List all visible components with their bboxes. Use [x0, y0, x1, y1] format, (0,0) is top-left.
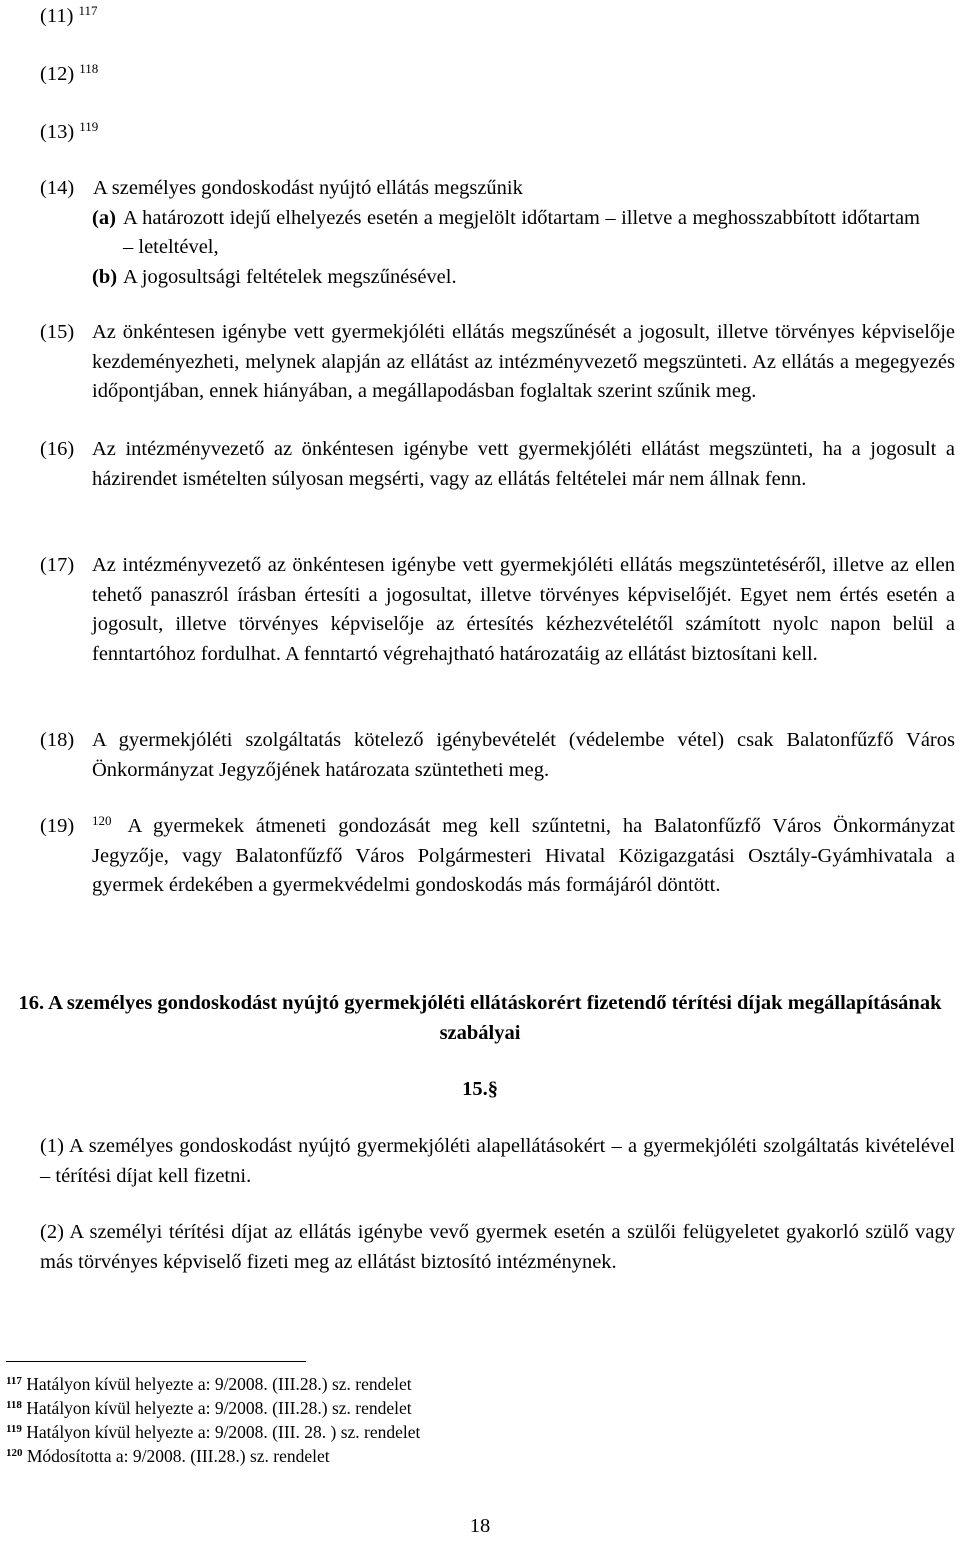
- paragraph-number: (16): [40, 438, 75, 460]
- footnote-ref: 118: [79, 61, 99, 76]
- footnote-number: 117: [6, 1375, 22, 1387]
- list-item: [92, 263, 920, 293]
- paragraph-text: A személyi térítési díjat az ellátás igénybe vevő gyermek esetén a szülői felügyeletet gyakorló szülő vagy más törvényes képviselő fizeti meg az ellátást biztosító intézménynek.: [40, 1221, 956, 1273]
- section-paragraph-1: [40, 1132, 955, 1191]
- paragraph-text: A személyes gondoskodást nyújtó gyermekjóléti alapellátásokért – a gyermekjóléti szolgáltatás kivételével – térítési díjat kell fizetni.: [40, 1135, 955, 1187]
- item-text: A határozott idejű elhelyezés esetén a megjelölt időtartam – illetve a meghosszabbított időtartam – leteltével,: [123, 206, 920, 258]
- list-item: [92, 204, 920, 263]
- paragraph-sign: 15.§: [462, 1078, 498, 1100]
- paragraph-text: A gyermekjóléti szolgáltatás kötelező igénybevételét (védelembe vétel) csak Balatonfűzfő Város Önkormányzat Jegyzőjének határozata szüntetheti meg.: [92, 729, 955, 781]
- paragraph-15: [40, 318, 955, 407]
- item-label: (b): [92, 265, 118, 288]
- paragraph-17: [40, 551, 955, 669]
- footnote-text: Módosította a: 9/2008. (III.28.) sz. rendelet: [26, 1446, 330, 1466]
- paragraph-number: (15): [40, 321, 75, 343]
- paragraph-16: [40, 435, 955, 494]
- paragraph-number: (17): [40, 554, 75, 576]
- footnote: [6, 1445, 330, 1469]
- footnote-text: Hatályon kívül helyezte a: 9/2008. (III.28.) sz. rendelet: [26, 1398, 412, 1418]
- paragraph-number: (1): [40, 1135, 64, 1157]
- paragraph-text: Az intézményvezető az önkéntesen igénybe vett gyermekjóléti ellátás megszüntetéséről, illetve az ellen tehető panaszról írásban értesíti a jogosultat, illetve törvényes képviselőjét. Egyet nem értés esetén a jogosult, illetve törvényes képviselője az értesítés kézhezvételétől számított nyolc napon belül a fenntartóhoz fordulhat. A fenntartó végrehajtható határozatáig az ellátást biztosítani kell.: [92, 554, 955, 665]
- paragraph-number: (2): [40, 1221, 64, 1243]
- footnote-ref: 120: [92, 813, 112, 828]
- footnote-text: Hatályon kívül helyezte a: 9/2008. (III.28.) sz. rendelet: [26, 1374, 412, 1394]
- paragraph-number: (11): [40, 5, 74, 27]
- footnote-number: 119: [6, 1423, 22, 1435]
- paragraph-11: [40, 2, 98, 32]
- paragraph-number: (12): [40, 63, 75, 85]
- section-heading: 16. A személyes gondoskodást nyújtó gyermekjóléti ellátáskorért fizetendő térítési díjak megállapításának szabályai: [18, 992, 942, 1044]
- footnote-text: Hatályon kívül helyezte a: 9/2008. (III. 28. ) sz. rendelet: [26, 1422, 421, 1442]
- footnote-ref: 117: [78, 3, 98, 18]
- item-text: A jogosultsági feltételek megszűnésével.: [123, 265, 457, 288]
- footnote-number: 118: [6, 1399, 22, 1411]
- paragraph-13: [40, 118, 98, 148]
- paragraph-18: [40, 726, 955, 785]
- page-number: 18: [469, 1515, 491, 1537]
- paragraph-text: A személyes gondoskodást nyújtó ellátás megszűnik: [93, 177, 523, 199]
- footnote: [6, 1397, 412, 1421]
- footnote: [6, 1373, 412, 1397]
- paragraph-text: Az intézményvezető az önkéntesen igénybe vett gyermekjóléti ellátást megszünteti, ha a jogosult a házirendet ismételten súlyosan megsérti, vagy az ellátás feltételei már nem állnak fenn.: [92, 438, 955, 490]
- paragraph-number: (18): [40, 729, 75, 751]
- paragraph-number: (19): [40, 815, 75, 837]
- item-label: (a): [92, 206, 116, 229]
- section-paragraph-2: [40, 1218, 955, 1277]
- footnote-number: 120: [6, 1447, 23, 1459]
- footnote: [6, 1421, 420, 1445]
- paragraph-19: [40, 812, 955, 901]
- paragraph-text: Az önkéntesen igénybe vett gyermekjóléti ellátás megszűnését a jogosult, illetve törvényes képviselője kezdeményezheti, melynek alapján az ellátást az intézményvezető megszünteti. Az ellátás a megegyezés időpontjában, ennek hiányában, a megállapodásban foglaltak szerint szűnik meg.: [92, 321, 955, 402]
- footnote-ref: 119: [79, 119, 99, 134]
- paragraph-text: A gyermekek átmeneti gondozását meg kell szűntetni, ha Balatonfűzfő Város Önkormányzat Jegyzője, vagy Balatonfűzfő Város Polgármesteri Hivatal Közigazgatási Osztály-Gyámhivatala a gyermek érdekében a gyermekvédelmi gondoskodás más formájáról döntött.: [92, 815, 955, 896]
- paragraph-14: [40, 174, 920, 292]
- paragraph-number: (13): [40, 121, 75, 143]
- paragraph-12: [40, 60, 98, 90]
- footnote-separator: [6, 1361, 306, 1362]
- paragraph-number: (14): [40, 177, 75, 199]
